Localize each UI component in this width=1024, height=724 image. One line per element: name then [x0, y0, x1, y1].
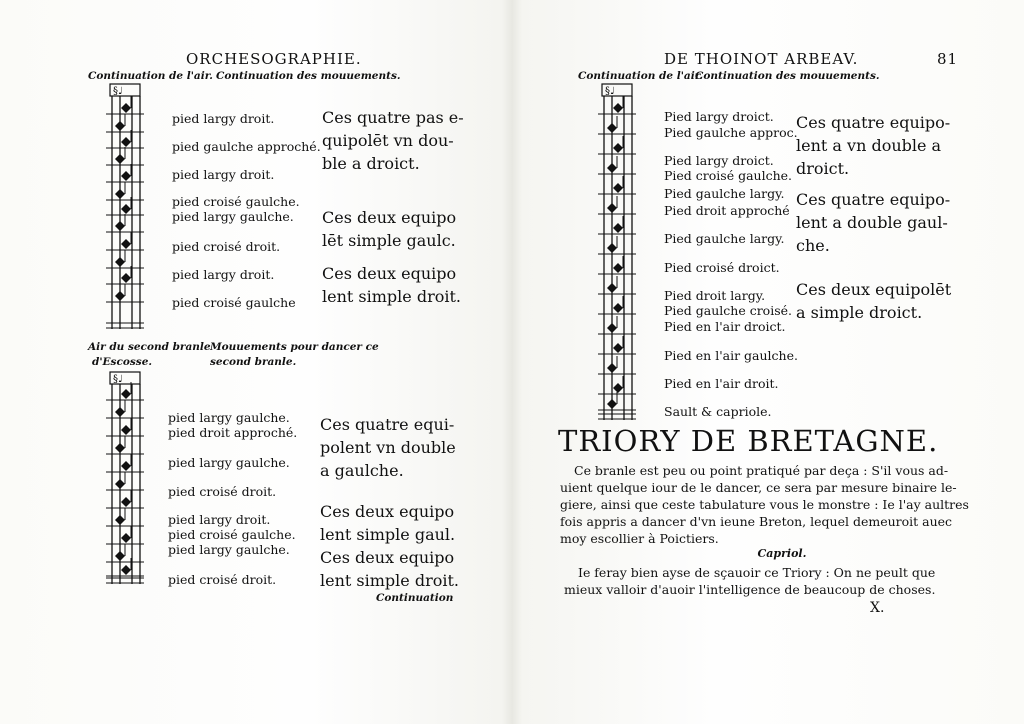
note-head [607, 283, 617, 293]
note-head [607, 323, 617, 333]
equivalence-text-line: lent a double gaul- [796, 213, 948, 232]
step-label: Pied largy droict. [664, 109, 774, 124]
step-label: pied croisé droit. [168, 572, 277, 587]
step-label: pied droit approché. [168, 425, 298, 440]
note-head [121, 103, 131, 113]
note-head [115, 551, 125, 561]
right-col-air-heading: Continuation de l'air. [578, 70, 703, 82]
right-catchword: X. [870, 600, 885, 616]
equivalence-text-line: lent simple droit. [322, 287, 461, 306]
note-head [115, 291, 125, 301]
note-head [115, 257, 125, 267]
speaker-label: Capriol. [757, 547, 807, 560]
page-number: 81 [937, 50, 959, 68]
equivalence-text-line: Ces deux equipo [322, 208, 457, 227]
mov2-label-1: Mouuements pour dancer ce [210, 341, 379, 353]
right-running-head: DE THOINOT ARBEAV. [664, 50, 859, 68]
clef-glyph: §♩ [113, 86, 123, 97]
note-head [121, 204, 131, 214]
step-label: pied croisé droit. [168, 484, 277, 499]
reply-line: Ie feray bien ayse de sçauoir ce Triory : On ne peult que [578, 565, 936, 580]
note-head [607, 163, 617, 173]
equivalence-text-line: polent vn double [320, 438, 456, 457]
note-head [115, 407, 125, 417]
left-staff-1 [108, 84, 158, 334]
equivalence-text-line: lent simple gaul. [320, 525, 456, 544]
equivalence-text-line: Ces deux equipo [320, 548, 455, 567]
note-head [607, 203, 617, 213]
step-label: pied largy droit. [168, 512, 271, 527]
step-label: pied croisé gaulche. [168, 527, 296, 542]
note-head [121, 533, 131, 543]
equivalence-text-line: ble a droict. [322, 154, 420, 173]
note-head [121, 137, 131, 147]
note-head [607, 363, 617, 373]
reply-line: mieux valloir d'auoir l'intelligence de beaucoup de choses. [564, 582, 936, 597]
equivalence-text-line: Ces quatre equi- [320, 415, 455, 434]
step-label: Pied croisé gaulche. [664, 168, 792, 183]
note-head [115, 515, 125, 525]
left-col-mov-heading: Continuation des mouuements. [216, 70, 401, 82]
note-head [115, 443, 125, 453]
step-label: pied largy gaulche. [168, 542, 290, 557]
note-head [121, 239, 131, 249]
note-head [613, 343, 623, 353]
equivalence-text-line: Ces quatre equipo- [796, 190, 951, 209]
air2-label-2: d'Escosse. [92, 356, 153, 368]
left-catchword: Continuation [376, 592, 454, 604]
equivalence-text-line: Ces deux equipolēt [796, 280, 952, 299]
step-label: pied gaulche approché. [172, 139, 321, 154]
note-head [121, 461, 131, 471]
equivalence-text-line: Ces deux equipo [322, 264, 457, 283]
step-label: Pied en l'air droit. [664, 376, 779, 391]
step-label: pied largy droit. [172, 267, 275, 282]
equivalence-text-line: droict. [796, 159, 850, 178]
section-title: TRIORY DE BRETAGNE. [558, 424, 939, 458]
step-label: pied croisé droit. [172, 239, 281, 254]
note-head [613, 183, 623, 193]
step-label: Pied droit approché [664, 203, 790, 218]
step-label: pied largy droit. [172, 167, 275, 182]
paragraph-line: Ce branle est peu ou point pratiqué par deça : S'il vous ad- [574, 463, 949, 478]
note-head [613, 143, 623, 153]
step-label: Pied croisé droict. [664, 260, 780, 275]
equivalence-text-line: che. [796, 236, 830, 255]
step-label: Pied gaulche largy. [664, 231, 785, 246]
left-staff-2 [108, 372, 158, 592]
note-head [121, 389, 131, 399]
note-head [121, 497, 131, 507]
left-col-air-heading: Continuation de l'air. [88, 70, 213, 82]
clef-glyph: §♩ [113, 374, 123, 385]
equivalence-text-line: a simple droict. [796, 303, 923, 322]
step-label: Pied gaulche approc. [664, 125, 798, 140]
note-head [613, 223, 623, 233]
step-label: pied largy gaulche. [168, 410, 290, 425]
step-label: Sault & capriole. [664, 404, 772, 419]
note-head [115, 479, 125, 489]
note-head [613, 263, 623, 273]
step-label: Pied largy droict. [664, 153, 774, 168]
paragraph-line: fois appris a dancer d'vn ieune Breton, lequel demeuroit auec [560, 514, 953, 529]
note-head [115, 221, 125, 231]
note-head [121, 425, 131, 435]
equivalence-text-line: Ces quatre pas e- [322, 108, 464, 127]
note-head [121, 565, 131, 575]
right-col-mov-heading: Continuation des mouuements. [695, 70, 880, 82]
left-running-head: ORCHESOGRAPHIE. [186, 50, 362, 68]
paragraph-line: moy escollier à Poictiers. [560, 531, 719, 546]
step-label: pied largy droit. [172, 111, 275, 126]
step-label: Pied droit largy. [664, 288, 766, 303]
paragraph-line: giere, ainsi que ceste tabulature vous le monstre : Ie l'ay aultres [560, 497, 969, 512]
step-label: pied largy gaulche. [168, 455, 290, 470]
note-head [607, 123, 617, 133]
equivalence-text-line: lēt simple gaulc. [322, 231, 456, 250]
equivalence-text-line: a gaulche. [320, 461, 404, 480]
equivalence-text-line: Ces deux equipo [320, 502, 455, 521]
note-head [115, 121, 125, 131]
note-head [607, 243, 617, 253]
step-label: Pied gaulche largy. [664, 186, 785, 201]
step-label: Pied gaulche croisé. [664, 303, 792, 318]
note-head [607, 399, 617, 409]
step-label: Pied en l'air gaulche. [664, 348, 798, 363]
right-page [512, 0, 1024, 724]
equivalence-text-line: Ces quatre equipo- [796, 113, 951, 132]
step-label: pied croisé gaulche. [172, 194, 300, 209]
note-head [613, 303, 623, 313]
equivalence-text-line: lent simple droit. [320, 571, 459, 590]
equivalence-text-line: quipolēt vn dou- [322, 131, 454, 150]
note-head [121, 273, 131, 283]
note-head [115, 154, 125, 164]
mov2-label-2: second branle. [210, 356, 297, 368]
paragraph-line: uient quelque iour de le dancer, ce sera par mesure binaire le- [560, 480, 957, 495]
clef-glyph: §♩ [605, 86, 615, 97]
right-staff [600, 84, 650, 424]
note-head [115, 189, 125, 199]
step-label: Pied en l'air droict. [664, 319, 786, 334]
step-label: pied largy gaulche. [172, 209, 294, 224]
note-head [121, 171, 131, 181]
step-label: pied croisé gaulche [172, 295, 296, 310]
equivalence-text-line: lent a vn double a [796, 136, 942, 155]
note-head [613, 383, 623, 393]
note-head [613, 103, 623, 113]
air2-label-1: Air du second branle [88, 341, 211, 353]
